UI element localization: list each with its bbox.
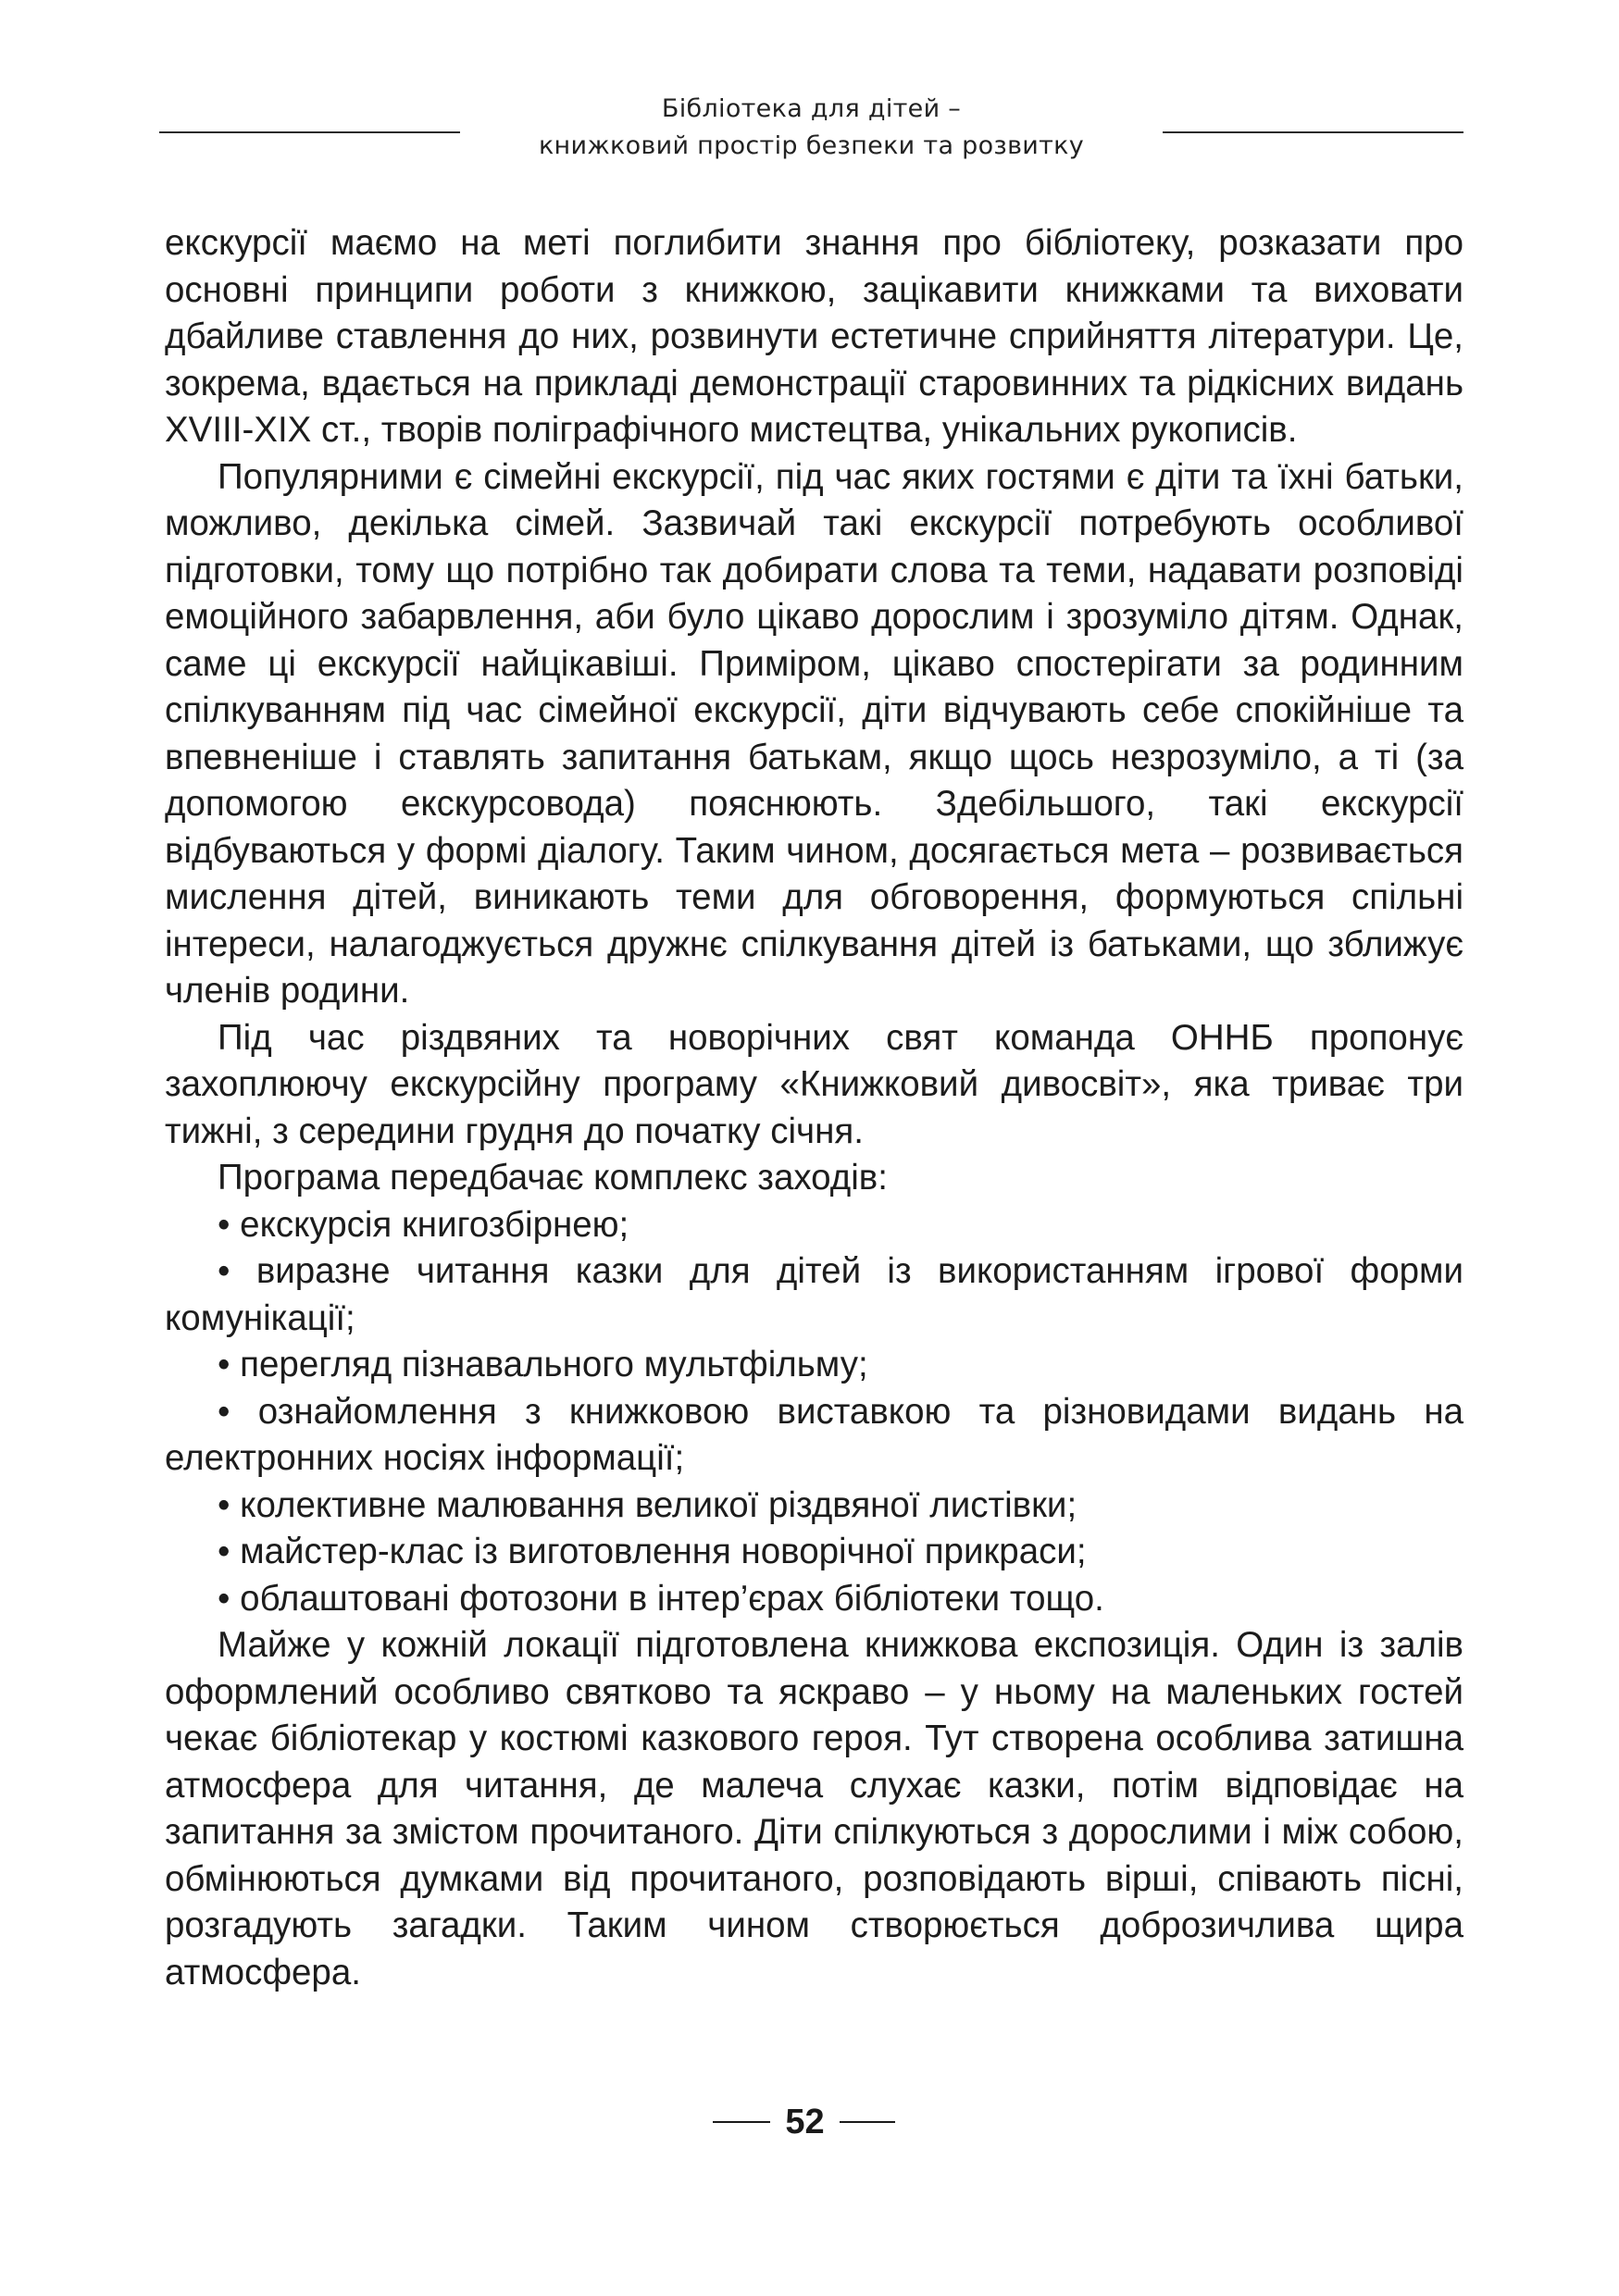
page-body [165,220,1463,1996]
header-title [463,91,1160,165]
paragraph-program-intro: Програма передбачає комплекс заходів: [218,1158,888,1198]
list-item: • ознайомлення з книжковою виставкою та різновидами видань на електронних носіях інформації; [165,1391,1463,1478]
paragraph-book-exposition: Майже у кожній локації підготовлена книжкова експозиція. Один із залів оформлений особливо святково та яскраво – у ньому на маленьких гостей чекає бібліотекар у костюмі казкового героя. Тут створена особлива затишна атмосфера для читання, де малеча слухає казки, потім відповідає на запитання за змістом прочитаного. Діти спілкуються з дорослими і між собою, обмінюються думками від прочитаного, розповідають вірші, співають пісні, розгадують загадки. Таким чином створюється доброзичлива щира атмосфера. [165,1625,1463,1992]
header-rule-right [1163,131,1463,133]
page-footer [0,2099,1619,2145]
footer-rule-left [713,2121,770,2123]
list-item: • майстер-клас із виготовлення новорічної прикраси; [218,1532,1087,1571]
paragraph-holiday-program: Під час різдвяних та новорічних свят команда ОННБ пропонує захоплюючу екскурсійну програму «Книжковий дивосвіт», яка триває три тижні, з середини грудня до початку січня. [165,1017,1463,1151]
page-number: 52 [785,2103,825,2141]
running-header [0,91,1619,174]
paragraph-family-excursions: Популярними є сімейні екскурсії, під час яких гостями є діти та їхні батьки, можливо, декілька сімей. Зазвичай такі екскурсії потребують особливої підготовки, тому що потрібно так добирати слова та теми, надавати розповіді емоційного забарвлення, аби було цікаво дорослим і зрозуміло дітям. Однак, саме ці екскурсії найцікавіші. Приміром, цікаво спостерігати за родинним спілкуванням під час сімейної екскурсії, діти відчувають себе спокійніше та впевненіше і ставлять запитання батькам, якщо щось незрозуміло, а ті (за допомогою екскурсовода) пояснюють. Здебільшого, такі екскурсії відбуваються у формі діалогу. Таким чином, досягається мета – розвивається мислення дітей, виникають теми для обговорення, формуються спільні інтереси, налагоджується дружнє спілкування дітей із батьками, що зближує членів родини. [165,456,1463,1011]
header-title-line-1: Бібліотека для дітей – [661,94,962,123]
list-item: • екскурсія книгозбірнею; [218,1204,629,1245]
list-item: • виразне читання казки для дітей із використанням ігрової форми комунікації; [165,1251,1463,1338]
list-item: • облаштовані фотозони в інтер’єрах бібліотеки тощо. [218,1578,1104,1619]
list-item: • перегляд пізнавального мультфільму; [218,1345,868,1384]
list-item: • колективне малювання великої різдвяної листівки; [218,1484,1077,1525]
footer-rule-right [840,2121,895,2123]
paragraph-continuation: екскурсії маємо на меті поглибити знання про бібліотеку, розказати про основні принципи роботи з книжкою, зацікавити книжками та виховати дбайливе ставлення до них, розвинути естетичне сприйняття літератури. Це, зокрема, вдається на прикладі демонстрації старовинних та рідкісних видань XVIII-XIX ст., творів поліграфічного мистецтва, унікальних рукописів. [165,223,1463,450]
header-rule-left [159,131,460,133]
header-title-line-2: книжковий простір безпеки та розвитку [538,131,1085,160]
